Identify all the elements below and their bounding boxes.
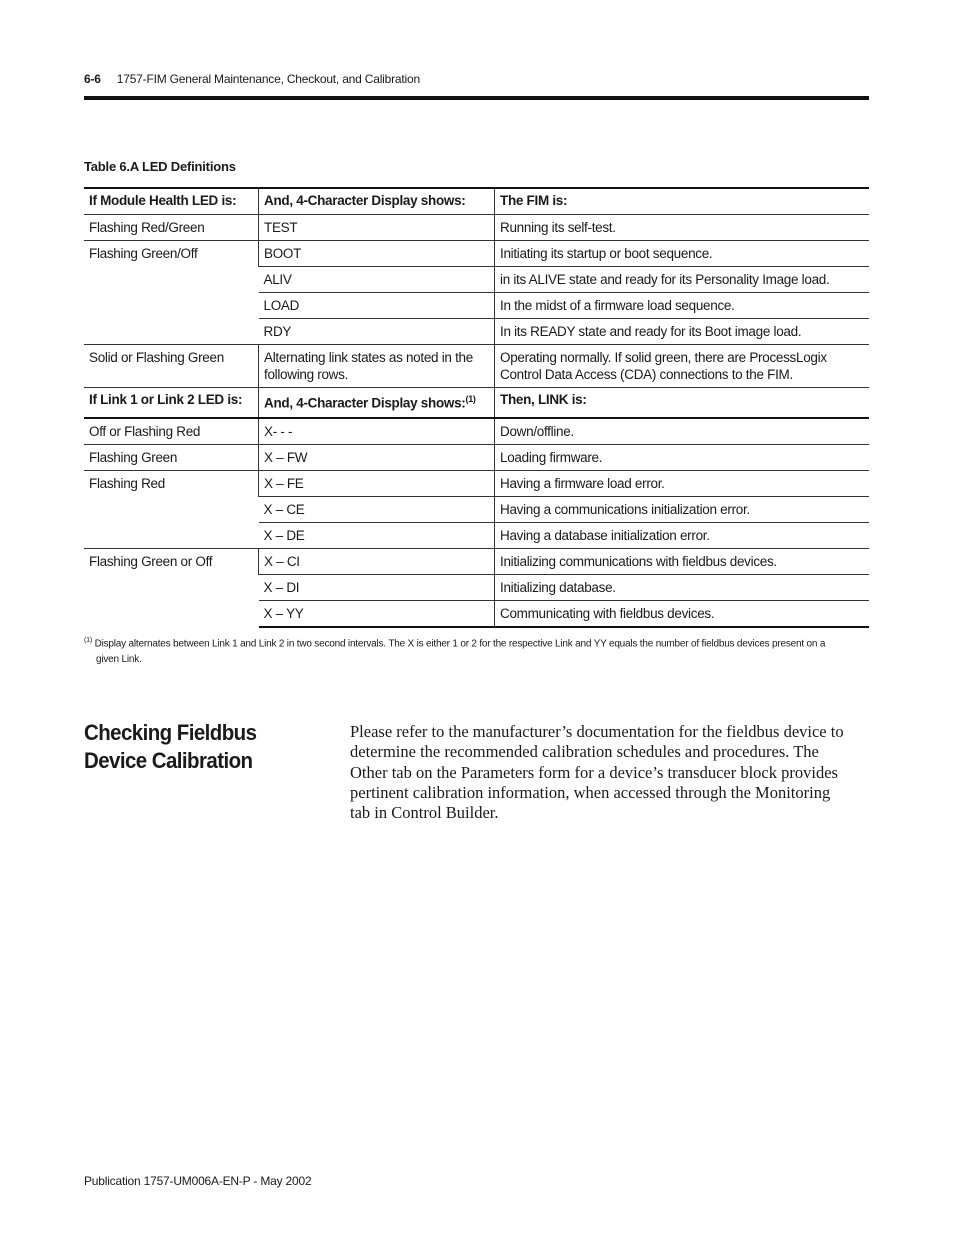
table-cell: X – FE bbox=[259, 470, 495, 496]
table-header-row bbox=[84, 188, 869, 215]
table-cell: Communicating with fieldbus devices. bbox=[495, 600, 870, 627]
header-cell: Then, LINK is: bbox=[495, 388, 870, 418]
table-cell: Having a communications initialization error. bbox=[495, 496, 870, 522]
table-cell: BOOT bbox=[259, 241, 495, 267]
table-cell: X – DE bbox=[259, 522, 495, 548]
table-row bbox=[84, 548, 869, 574]
table-row bbox=[84, 215, 869, 241]
table-cell: ALIV bbox=[259, 267, 495, 293]
table-cell: Operating normally. If solid green, there are ProcessLogix Control Data Access (CDA) connections to the FIM. bbox=[495, 345, 870, 388]
publication-footer: Publication 1757-UM006A-EN-P - May 2002 bbox=[84, 1174, 312, 1188]
table-cell: in its ALIVE state and ready for its Personality Image load. bbox=[495, 267, 870, 293]
table-subheader-row bbox=[84, 388, 869, 418]
table-cell: RDY bbox=[259, 319, 495, 345]
running-header bbox=[84, 72, 869, 86]
table-row bbox=[84, 418, 869, 445]
section-body: Please refer to the manufacturer’s documentation for the fieldbus device to determine the recommended calibration schedules and procedures. The Other tab on the Parameters form for a device’s transducer block provides pertinent calibration information, when accessed through the Monitoring tab in Control Builder. bbox=[350, 722, 844, 823]
section-title: Checking Fieldbus Device Calibration bbox=[84, 720, 257, 773]
header-text: And, 4-Character Display shows: bbox=[264, 395, 466, 411]
footnote-text: Display alternates between Link 1 and Link 2 in two second intervals. The X is either 1 or 2 for the respective Link and YY equals the number of fieldbus devices present on a bbox=[94, 638, 826, 650]
table-cell: Initializing communications with fieldbus devices. bbox=[495, 548, 870, 574]
table-cell: Off or Flashing Red bbox=[84, 418, 259, 445]
led-definitions-table bbox=[84, 187, 869, 628]
table-cell: X- - - bbox=[259, 418, 495, 445]
table-cell: X – DI bbox=[259, 574, 495, 600]
table-cell: X – CI bbox=[259, 548, 495, 574]
table-cell: In the midst of a firmware load sequence. bbox=[495, 293, 870, 319]
table-cell: Running its self-test. bbox=[495, 215, 870, 241]
table-cell: Alternating link states as noted in the following rows. bbox=[259, 345, 495, 388]
table-cell: TEST bbox=[259, 215, 495, 241]
table-row bbox=[84, 470, 869, 496]
table-cell: In its READY state and ready for its Boot image load. bbox=[495, 319, 870, 345]
table-cell: X – YY bbox=[259, 600, 495, 627]
table-row bbox=[84, 444, 869, 470]
table-cell: Flashing Green or Off bbox=[84, 548, 259, 627]
header-cell: The FIM is: bbox=[495, 188, 870, 215]
footnote-continuation: given Link. bbox=[96, 654, 142, 666]
table-row bbox=[84, 241, 869, 267]
chapter-title: 1757-FIM General Maintenance, Checkout, and Calibration bbox=[116, 72, 420, 86]
table-cell: Flashing Red bbox=[84, 470, 259, 548]
table-cell: Solid or Flashing Green bbox=[84, 345, 259, 388]
table-cell: Loading firmware. bbox=[495, 444, 870, 470]
table-caption: Table 6.A LED Definitions bbox=[84, 159, 236, 174]
table-cell: Flashing Green/Off bbox=[84, 241, 259, 345]
table-cell: Flashing Red/Green bbox=[84, 215, 259, 241]
page-number: 6-6 bbox=[84, 72, 101, 86]
table-cell: Flashing Green bbox=[84, 444, 259, 470]
table-row bbox=[84, 345, 869, 388]
table-cell: X – FW bbox=[259, 444, 495, 470]
footnote-marker: (1) bbox=[84, 637, 92, 644]
table-footnote bbox=[84, 633, 869, 668]
table-cell: Down/offline. bbox=[495, 418, 870, 445]
table-cell: X – CE bbox=[259, 496, 495, 522]
header-cell: If Link 1 or Link 2 LED is: bbox=[84, 388, 259, 418]
footnote-reference: (1) bbox=[465, 394, 476, 404]
header-cell: If Module Health LED is: bbox=[84, 188, 259, 215]
table-cell: Having a database initialization error. bbox=[495, 522, 870, 548]
table-cell: Initiating its startup or boot sequence. bbox=[495, 241, 870, 267]
header-divider bbox=[84, 96, 869, 100]
header-cell bbox=[259, 388, 495, 418]
table-cell: LOAD bbox=[259, 293, 495, 319]
table-cell: Initializing database. bbox=[495, 574, 870, 600]
table-cell: Having a firmware load error. bbox=[495, 470, 870, 496]
header-cell: And, 4-Character Display shows: bbox=[259, 188, 495, 215]
